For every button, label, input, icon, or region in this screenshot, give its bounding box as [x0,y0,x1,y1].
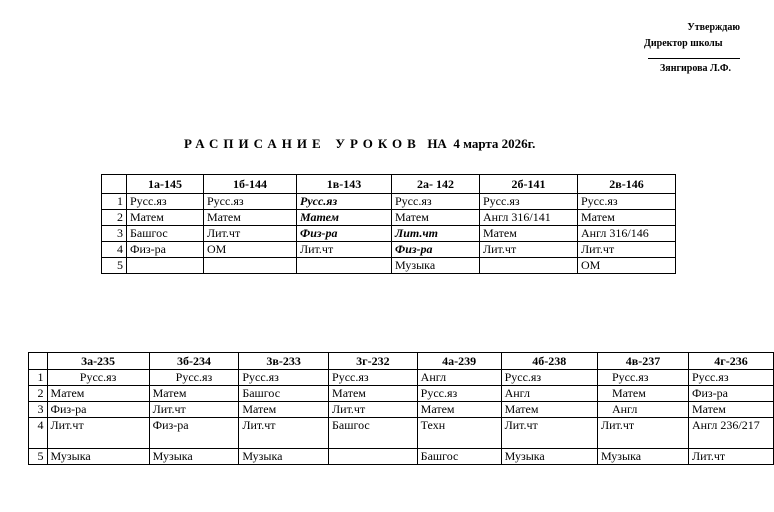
table-cell [329,449,418,465]
page-title [184,136,535,152]
approval-name: Зянгирова Л.Ф. [660,63,732,74]
table-cell: Русс.яз [578,194,676,210]
table-cell: Русс.яз [329,370,418,386]
table-cell: Матем [501,402,597,418]
table-header-row [102,175,676,194]
title-word-schedule: РАСПИСАНИЕ [184,136,326,151]
lesson-number: 1 [102,194,127,210]
header-cell: 3в-233 [239,353,329,370]
table-cell: ОМ [578,258,676,274]
header-cell: 1в-143 [297,175,392,194]
table-cell: Башгос [417,449,501,465]
table-row [102,226,676,242]
table-cell: Лит.чт [239,418,329,449]
table-cell: Русс.яз [47,370,149,386]
table-cell: Русс.яз [239,370,329,386]
table-cell: Русс.яз [688,370,773,386]
table-cell: Физ-ра [127,242,204,258]
table-cell: Физ-ра [392,242,480,258]
table-cell [127,258,204,274]
lesson-number: 2 [102,210,127,226]
schedule-table-grades-3-4 [28,352,774,465]
table-cell: ОМ [204,242,297,258]
table-row [29,370,774,386]
table-row [29,418,774,449]
table-cell: Лит.чт [392,226,480,242]
table-cell: Физ-ра [297,226,392,242]
table-cell: Лит.чт [578,242,676,258]
table-cell: Башгос [239,386,329,402]
lesson-number: 2 [29,386,48,402]
table-cell: Физ-ра [149,418,239,449]
header-cell [29,353,48,370]
table-cell: Русс.яз [417,386,501,402]
header-cell: 4г-236 [688,353,773,370]
table-cell: Англ [597,402,688,418]
table-cell: Матем [204,210,297,226]
table-cell: Матем [417,402,501,418]
header-cell: 1а-145 [127,175,204,194]
table-row [102,242,676,258]
title-word-lessons: УРОКОВ [335,136,421,151]
lesson-number: 3 [102,226,127,242]
table-cell: Матем [127,210,204,226]
table-row [102,258,676,274]
table-cell: Матем [688,402,773,418]
lesson-number: 5 [29,449,48,465]
table-cell: Лит.чт [501,418,597,449]
table-row [29,386,774,402]
table-cell: Русс.яз [204,194,297,210]
table-cell: Матем [329,386,418,402]
table-cell: Матем [392,210,480,226]
table-cell: Лит.чт [329,402,418,418]
table-cell: Музыка [392,258,480,274]
table-cell: Лит.чт [597,418,688,449]
table-cell: Русс.яз [480,194,578,210]
table-cell: Музыка [597,449,688,465]
table-row [29,449,774,465]
table-cell: Музыка [47,449,149,465]
header-cell: 3а-235 [47,353,149,370]
lesson-number: 1 [29,370,48,386]
table-cell: Матем [480,226,578,242]
table-cell: Англ 236/217 [688,418,773,449]
header-cell: 4в-237 [597,353,688,370]
table-cell: Техн [417,418,501,449]
table-cell [204,258,297,274]
lesson-number: 3 [29,402,48,418]
table-cell: Башгос [127,226,204,242]
table-cell: Матем [297,210,392,226]
table-cell: Лит.чт [204,226,297,242]
header-cell: 2б-141 [480,175,578,194]
table-row [102,210,676,226]
approval-position: Директор школы [644,38,723,49]
lesson-number: 4 [29,418,48,449]
table-cell: Лит.чт [149,402,239,418]
header-cell [102,175,127,194]
table-cell: Лит.чт [47,418,149,449]
header-cell: 4б-238 [501,353,597,370]
approval-block [644,20,744,77]
header-cell: 2а- 142 [392,175,480,194]
table-cell: Физ-ра [688,386,773,402]
table-cell [480,258,578,274]
title-word-on: НА [427,136,447,151]
table-cell: Лит.чт [480,242,578,258]
table-row [29,402,774,418]
table-cell: Лит.чт [688,449,773,465]
table-cell: Русс.яз [597,370,688,386]
table-cell: Музыка [501,449,597,465]
table-cell: Русс.яз [297,194,392,210]
table-row [102,194,676,210]
table-cell: Матем [239,402,329,418]
table-cell: Англ [417,370,501,386]
table-cell: Англ [501,386,597,402]
table-cell: Англ 316/146 [578,226,676,242]
table-cell: Русс.яз [149,370,239,386]
table-cell: Музыка [239,449,329,465]
table-cell: Башгос [329,418,418,449]
table-cell: Музыка [149,449,239,465]
table-header-row [29,353,774,370]
schedule-table-grades-1-2 [101,174,676,274]
title-date: 4 марта 2026г. [453,136,536,151]
table-cell: Матем [149,386,239,402]
approval-approve: Утверждаю [687,22,740,33]
table-cell: Матем [578,210,676,226]
signature-line [648,58,740,59]
table-cell: Русс.яз [392,194,480,210]
table-cell: Русс.яз [501,370,597,386]
table-cell: Русс.яз [127,194,204,210]
header-cell: 3б-234 [149,353,239,370]
table-cell: Физ-ра [47,402,149,418]
table-cell: Матем [597,386,688,402]
lesson-number: 4 [102,242,127,258]
header-cell: 3г-232 [329,353,418,370]
table-cell: Лит.чт [297,242,392,258]
header-cell: 2в-146 [578,175,676,194]
lesson-number: 5 [102,258,127,274]
table-cell: Матем [47,386,149,402]
header-cell: 1б-144 [204,175,297,194]
table-cell: Англ 316/141 [480,210,578,226]
table-cell [297,258,392,274]
header-cell: 4а-239 [417,353,501,370]
